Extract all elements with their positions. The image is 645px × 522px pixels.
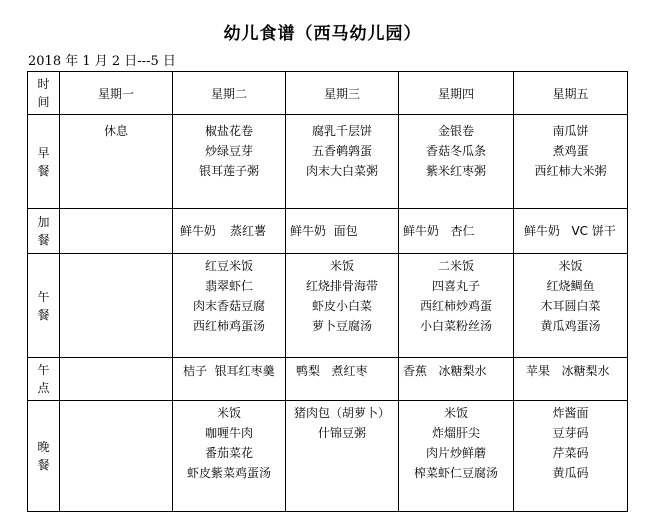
menu-item: 紫米红枣粥 xyxy=(425,164,486,178)
menu-item: 二米饭 xyxy=(437,259,474,273)
snack-thu xyxy=(399,209,514,254)
breakfast-fri xyxy=(514,115,628,209)
dinner-fri xyxy=(514,401,628,512)
menu-item: 红豆米饭 xyxy=(204,259,253,273)
dinner-mon xyxy=(60,401,173,512)
menu-item: 苹果 xyxy=(526,364,551,378)
menu-item: 鲜牛奶 xyxy=(290,224,327,238)
menu-cell xyxy=(514,254,627,336)
menu-item: 面包 xyxy=(333,224,358,238)
menu-item: 银耳红枣羹 xyxy=(214,364,275,378)
menu-item: 鲜牛奶 xyxy=(403,224,440,238)
menu-item: 黄瓜鸡蛋汤 xyxy=(540,319,601,333)
menu-item: 米饭 xyxy=(329,259,354,273)
menu-item: 南瓜饼 xyxy=(552,124,589,138)
label-char: 午 xyxy=(37,289,50,304)
menu-cell xyxy=(399,358,513,381)
menu-item: 腐乳千层饼 xyxy=(311,124,372,138)
label-char: 晚 xyxy=(37,440,50,454)
menu-item: 蒸红薯 xyxy=(230,224,267,238)
menu-cell xyxy=(173,401,285,483)
dinner-wed xyxy=(286,401,399,512)
row-label-snack xyxy=(28,209,60,254)
menu-item: 红烧排骨海带 xyxy=(305,279,378,293)
menu-item: 西红柿炒鸡蛋 xyxy=(419,299,492,313)
menu-item: 鲜牛奶 xyxy=(180,224,217,238)
menu-cell xyxy=(399,115,513,181)
menu-cell xyxy=(286,401,398,443)
menu-item: 炒绿豆芽 xyxy=(204,144,253,158)
menu-cell xyxy=(399,254,513,336)
menu-cell xyxy=(286,115,398,181)
menu-item: 肉末大白菜粥 xyxy=(305,164,378,178)
snack-mon xyxy=(60,209,173,254)
afternoon-tue xyxy=(173,358,286,401)
breakfast-wed xyxy=(286,115,399,209)
menu-item: 银耳莲子粥 xyxy=(198,164,259,178)
menu-item: 番茄菜花 xyxy=(204,446,253,460)
row-label-time xyxy=(28,72,60,115)
menu-item: VC 饼干 xyxy=(571,224,616,238)
menu-table xyxy=(27,71,628,512)
breakfast-tue xyxy=(173,115,286,209)
menu-item: 豆芽码 xyxy=(552,426,589,440)
menu-item: 金银卷 xyxy=(437,124,474,138)
afternoon-fri xyxy=(514,358,628,401)
afternoon-row xyxy=(28,358,628,401)
menu-item: 椒盐花卷 xyxy=(204,124,253,138)
menu-item: 黄瓜码 xyxy=(552,466,589,480)
day-monday: 星期一 xyxy=(60,72,173,115)
label-char: 餐 xyxy=(37,458,50,472)
menu-item: 鸭梨 xyxy=(296,364,321,378)
menu-item: 冰糖梨水 xyxy=(438,364,487,378)
menu-item: 香菇冬瓜条 xyxy=(425,144,486,158)
menu-item: 芹菜码 xyxy=(552,446,589,460)
row-label-breakfast xyxy=(28,115,60,209)
menu-item: 冰糖梨水 xyxy=(561,364,610,378)
menu-item: 榨菜虾仁豆腐汤 xyxy=(413,466,498,480)
menu-item: 四喜丸子 xyxy=(431,279,480,293)
menu-item: 五香鹌鹑蛋 xyxy=(311,144,372,158)
menu-item: 肉片炒鲜蘑 xyxy=(425,446,486,460)
row-label-afternoon xyxy=(28,358,60,401)
dinner-row xyxy=(28,401,628,512)
menu-item: 香蕉 xyxy=(403,364,428,378)
menu-item: 米饭 xyxy=(216,406,241,420)
lunch-row xyxy=(28,254,628,358)
page-title: 幼儿食谱（西马幼儿园） xyxy=(223,24,422,44)
menu-cell xyxy=(173,358,285,381)
menu-cell xyxy=(286,221,398,241)
menu-cell xyxy=(514,115,627,181)
menu-item: 猪肉包（胡萝卜） xyxy=(293,406,390,420)
header-row xyxy=(28,72,628,115)
label-char: 餐 xyxy=(37,233,50,247)
day-wednesday: 星期三 xyxy=(286,72,399,115)
menu-item: 米饭 xyxy=(558,259,583,273)
row-label-dinner xyxy=(28,401,60,512)
menu-item: 萝卜豆腐汤 xyxy=(311,319,372,333)
dinner-thu xyxy=(399,401,514,512)
label-char: 午 xyxy=(37,363,50,377)
menu-item: 肉末香菇豆腐 xyxy=(192,299,265,313)
breakfast-mon xyxy=(60,115,173,209)
menu-item: 炸酱面 xyxy=(552,406,589,420)
menu-item: 鲜牛奶 xyxy=(524,224,561,238)
menu-item: 虾皮紫菜鸡蛋汤 xyxy=(186,466,271,480)
menu-cell xyxy=(514,358,627,381)
lunch-tue xyxy=(173,254,286,358)
menu-cell xyxy=(514,401,627,483)
snack-tue xyxy=(173,209,286,254)
day-friday: 星期五 xyxy=(514,72,628,115)
menu-cell xyxy=(173,254,285,336)
menu-item: 休息 xyxy=(103,124,128,138)
afternoon-mon xyxy=(60,358,173,401)
day-thursday: 星期四 xyxy=(399,72,514,115)
snack-fri xyxy=(514,209,628,254)
menu-item: 什锦豆粥 xyxy=(317,426,366,440)
menu-item: 米饭 xyxy=(443,406,468,420)
menu-cell xyxy=(286,254,398,336)
menu-item: 西红柿大米粥 xyxy=(534,164,607,178)
label-char: 餐 xyxy=(37,163,50,178)
lunch-wed xyxy=(286,254,399,358)
menu-item: 杏仁 xyxy=(450,224,475,238)
menu-cell xyxy=(173,115,285,181)
breakfast-thu xyxy=(399,115,514,209)
menu-cell xyxy=(399,221,513,241)
snack-row xyxy=(28,209,628,254)
lunch-mon xyxy=(60,254,173,358)
menu-item: 翡翠虾仁 xyxy=(204,279,253,293)
dinner-tue xyxy=(173,401,286,512)
afternoon-wed xyxy=(286,358,399,401)
breakfast-row xyxy=(28,115,628,209)
menu-item: 红烧鲷鱼 xyxy=(546,279,595,293)
afternoon-thu xyxy=(399,358,514,401)
day-tuesday: 星期二 xyxy=(173,72,286,115)
label-char: 餐 xyxy=(37,307,50,322)
menu-cell xyxy=(514,221,627,241)
label-char: 时 xyxy=(37,77,50,91)
menu-cell xyxy=(286,358,398,381)
date-range: 2018 年 1 月 2 日---5 日 xyxy=(28,54,176,69)
label-char: 早 xyxy=(37,145,50,160)
menu-item: 木耳圆白菜 xyxy=(540,299,601,313)
label-char: 点 xyxy=(37,381,50,395)
menu-item: 虾皮小白菜 xyxy=(311,299,372,313)
lunch-fri xyxy=(514,254,628,358)
menu-item: 煮红枣 xyxy=(331,364,368,378)
menu-item: 小白菜粉丝汤 xyxy=(419,319,492,333)
menu-item: 咖喱牛肉 xyxy=(204,426,253,440)
lunch-thu xyxy=(399,254,514,358)
label-char: 加 xyxy=(37,215,50,229)
label-char: 间 xyxy=(37,95,50,109)
snack-wed xyxy=(286,209,399,254)
menu-item: 煮鸡蛋 xyxy=(552,144,589,158)
menu-cell xyxy=(173,221,285,241)
menu-item: 炸熘肝尖 xyxy=(431,426,480,440)
menu-cell xyxy=(60,115,172,141)
menu-item: 桔子 xyxy=(183,364,208,378)
menu-cell xyxy=(399,401,513,483)
menu-item: 西红柿鸡蛋汤 xyxy=(192,319,265,333)
row-label-lunch xyxy=(28,254,60,358)
